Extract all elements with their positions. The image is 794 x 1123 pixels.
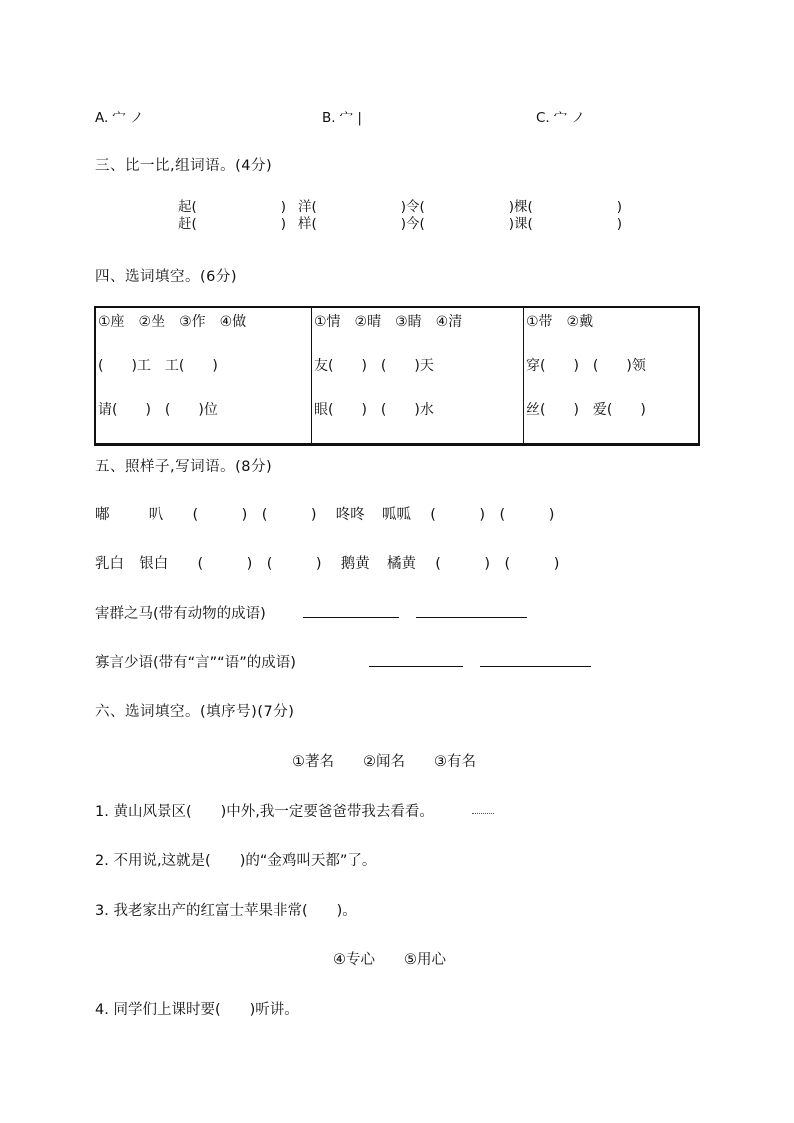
row1-word-2: 叭 [148,507,164,523]
column-2-line-1: 友( ) ( )天 [314,358,434,374]
pair-4-top: 棵( [514,199,533,215]
row1-word-4: 呱呱 [382,507,412,523]
option-b-fragment: 宀 | [339,110,362,126]
question-4: 4. 同学们上课时要( )听讲。 [95,1002,299,1018]
column-1-options: ①座 ②坐 ③作 ④做 [98,314,247,330]
pair-1-bottom: 赶( [178,216,197,232]
column-2-options: ①情 ②晴 ③睛 ④清 [314,314,463,330]
row2-blanks: ( ) ( ) [197,556,322,572]
idiom-row-animal [95,602,266,623]
pair-2-bottom: 样( [298,216,317,232]
idiom-yan-yu-answer-line-1[interactable] [369,652,463,667]
pair-3-top: 令( [406,199,425,215]
table-column-2 [312,307,524,445]
row2-word-1: 乳白 [95,556,124,572]
pair-4-top-close: ) [616,199,623,215]
idiom-yan-yu-answer-line-2[interactable] [480,652,591,667]
row1-blanks: ( ) ( ) [192,507,317,523]
row1-blanks-2: ( ) ( ) [430,507,555,523]
pair-2-top-close: ) [400,199,407,215]
pair-2-top: 洋( [298,199,317,215]
column-1-line-2: 请( ) ( )位 [98,402,218,418]
column-2-line-2: 眼( ) ( )水 [314,402,434,418]
section5-heading: 五、照样子,写词语。(8分) [95,459,273,475]
pair-3-bottom: 今( [406,216,425,232]
pair-1 [178,199,286,233]
option-b-label: B. [322,110,336,126]
row2-word-3: 鹅黄 [340,556,370,572]
row1-word-1: 嘟 [95,507,110,523]
column-3-options: ①带 ②戴 [526,314,594,330]
decorative-dots [472,813,494,814]
table-column-1 [95,307,312,445]
pattern-row-2 [95,552,559,573]
section3-heading: 三、比一比,组词语。(4分) [95,158,273,174]
column-3-line-1: 穿( ) ( )领 [526,358,646,374]
column-3-line-2: 丝( ) 爱( ) [526,402,646,418]
row2-word-4: 橘黄 [387,556,417,572]
idiom-animal-answer-line-2[interactable] [416,603,527,618]
option-b [322,106,362,126]
pair-3-top-close: ) [508,199,515,215]
section6-options-1: ①著名 ②闻名 ③有名 [292,754,476,770]
section6-options-2: ④专心 ⑤用心 [333,952,446,968]
row2-blanks-2: ( ) ( ) [435,556,560,572]
pair-4-bottom: 课( [514,216,533,232]
row2-word-2: 银白 [139,556,169,572]
row1-word-3: 咚咚 [335,507,365,523]
option-c [536,106,585,126]
pair-4-bottom-close: ) [616,216,623,232]
idiom-yan-yu-prompt: 寡言少语(带有“言”“语”的成语) [95,655,296,671]
option-a-fragment: 宀 ノ [112,110,144,126]
pair-4 [514,199,622,233]
option-a-label: A. [95,110,109,126]
idiom-animal-prompt: 害群之马(带有动物的成语) [95,606,266,622]
pair-1-top: 起( [178,199,197,215]
pair-1-top-close: ) [280,199,287,215]
question-3: 3. 我老家出产的红富士苹果非常( )。 [95,903,357,919]
column-1-line-1: ( )工 工( ) [98,358,218,374]
option-c-label: C. [536,110,550,126]
option-a [95,106,144,126]
option-c-fragment: 宀 ノ [553,110,586,126]
idiom-animal-answer-line-1[interactable] [303,603,399,618]
section6-heading: 六、选词填空。(填序号)(7分) [95,704,295,720]
pair-3 [406,199,514,233]
idiom-row-yan-yu [95,651,296,672]
table-column-3 [524,307,700,445]
word-choice-table [94,306,700,446]
pair-2 [298,199,406,233]
section4-heading: 四、选词填空。(6分) [95,269,238,285]
question-2: 2. 不用说,这就是( )的“金鸡叫天都”了。 [95,853,377,869]
pair-3-bottom-close: ) [508,216,515,232]
pair-2-bottom-close: ) [400,216,407,232]
question-1: 1. 黄山风景区( )中外,我一定要爸爸带我去看看。 [95,804,434,820]
pattern-row-1 [95,503,554,524]
pair-1-bottom-close: ) [280,216,287,232]
